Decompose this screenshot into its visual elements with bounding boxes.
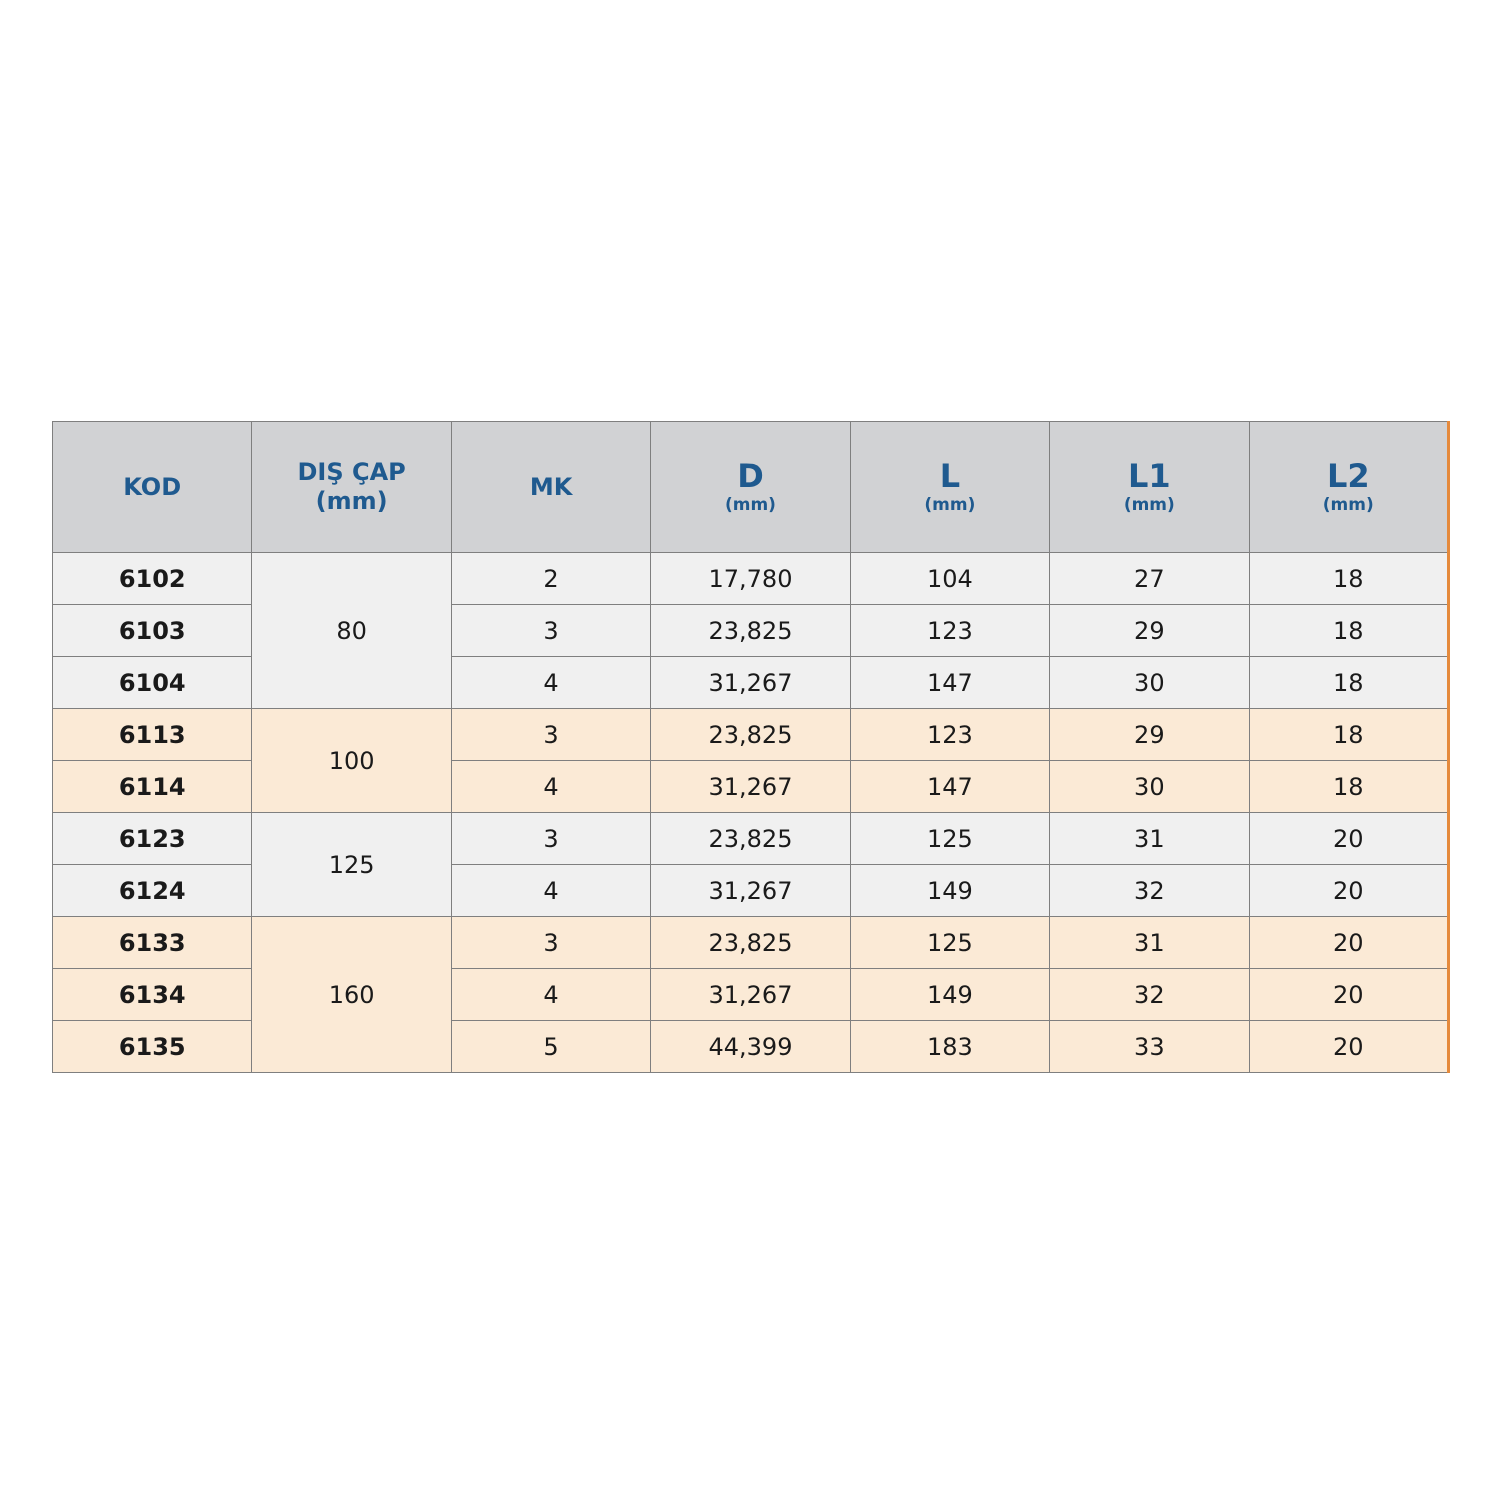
cell-d: 44,399 xyxy=(651,1021,850,1073)
cell-kod: 6135 xyxy=(53,1021,252,1073)
cell-mk: 4 xyxy=(451,761,650,813)
cell-d: 31,267 xyxy=(651,761,850,813)
cell-l2: 20 xyxy=(1249,865,1448,917)
cell-l2: 18 xyxy=(1249,761,1448,813)
cell-l2: 20 xyxy=(1249,969,1448,1021)
cell-mk: 3 xyxy=(451,605,650,657)
cell-dis-cap: 160 xyxy=(252,917,451,1073)
cell-l1: 31 xyxy=(1050,813,1249,865)
header-dis-cap: DIŞ ÇAP (mm) xyxy=(252,422,451,553)
cell-l1: 27 xyxy=(1050,553,1249,605)
cell-d: 23,825 xyxy=(651,917,850,969)
cell-d: 23,825 xyxy=(651,605,850,657)
cell-l: 183 xyxy=(850,1021,1049,1073)
cell-l1: 30 xyxy=(1050,761,1249,813)
table-row xyxy=(53,553,1449,605)
table-body xyxy=(53,553,1449,1073)
cell-mk: 4 xyxy=(451,969,650,1021)
header-l2: L2 (mm) xyxy=(1249,422,1448,553)
cell-kod: 6103 xyxy=(53,605,252,657)
header-d-unit: (mm) xyxy=(724,495,776,515)
cell-l2: 20 xyxy=(1249,813,1448,865)
cell-kod: 6104 xyxy=(53,657,252,709)
header-d: D (mm) xyxy=(651,422,850,553)
cell-d: 23,825 xyxy=(651,813,850,865)
header-l-unit: (mm) xyxy=(924,495,976,515)
cell-l1: 33 xyxy=(1050,1021,1249,1073)
cell-dis-cap: 125 xyxy=(252,813,451,917)
cell-l2: 18 xyxy=(1249,709,1448,761)
cell-d: 31,267 xyxy=(651,969,850,1021)
cell-kod: 6123 xyxy=(53,813,252,865)
cell-mk: 3 xyxy=(451,709,650,761)
cell-l2: 18 xyxy=(1249,553,1448,605)
table-row xyxy=(53,709,1449,761)
table-row xyxy=(53,917,1449,969)
cell-mk: 4 xyxy=(451,657,650,709)
cell-d: 31,267 xyxy=(651,657,850,709)
cell-kod: 6124 xyxy=(53,865,252,917)
cell-d: 23,825 xyxy=(651,709,850,761)
header-l1-unit: (mm) xyxy=(1123,495,1175,515)
cell-kod: 6133 xyxy=(53,917,252,969)
cell-l: 123 xyxy=(850,605,1049,657)
header-l2-unit: (mm) xyxy=(1322,495,1374,515)
cell-l: 147 xyxy=(850,657,1049,709)
cell-kod: 6113 xyxy=(53,709,252,761)
cell-l2: 20 xyxy=(1249,1021,1448,1073)
table-row xyxy=(53,813,1449,865)
cell-dis-cap: 100 xyxy=(252,709,451,813)
cell-mk: 3 xyxy=(451,917,650,969)
cell-l1: 31 xyxy=(1050,917,1249,969)
cell-l1: 32 xyxy=(1050,969,1249,1021)
header-l: L (mm) xyxy=(850,422,1049,553)
cell-l1: 30 xyxy=(1050,657,1249,709)
cell-d: 31,267 xyxy=(651,865,850,917)
cell-l2: 18 xyxy=(1249,605,1448,657)
cell-mk: 5 xyxy=(451,1021,650,1073)
cell-mk: 2 xyxy=(451,553,650,605)
cell-l: 125 xyxy=(850,813,1049,865)
cell-l2: 20 xyxy=(1249,917,1448,969)
cell-l1: 32 xyxy=(1050,865,1249,917)
cell-l1: 29 xyxy=(1050,605,1249,657)
cell-l: 147 xyxy=(850,761,1049,813)
cell-kod: 6134 xyxy=(53,969,252,1021)
cell-l: 104 xyxy=(850,553,1049,605)
header-mk: MK xyxy=(451,422,650,553)
cell-kod: 6102 xyxy=(53,553,252,605)
header-l1: L1 (mm) xyxy=(1050,422,1249,553)
cell-mk: 3 xyxy=(451,813,650,865)
header-kod: KOD xyxy=(53,422,252,553)
cell-l: 149 xyxy=(850,865,1049,917)
cell-dis-cap: 80 xyxy=(252,553,451,709)
header-row xyxy=(53,422,1449,553)
header-dis-cap-unit: (mm) xyxy=(315,487,388,515)
product-spec-table xyxy=(52,421,1450,1073)
cell-l: 149 xyxy=(850,969,1049,1021)
table-header xyxy=(53,422,1449,553)
cell-l1: 29 xyxy=(1050,709,1249,761)
cell-d: 17,780 xyxy=(651,553,850,605)
cell-l: 125 xyxy=(850,917,1049,969)
cell-l2: 18 xyxy=(1249,657,1448,709)
cell-mk: 4 xyxy=(451,865,650,917)
cell-l: 123 xyxy=(850,709,1049,761)
cell-kod: 6114 xyxy=(53,761,252,813)
